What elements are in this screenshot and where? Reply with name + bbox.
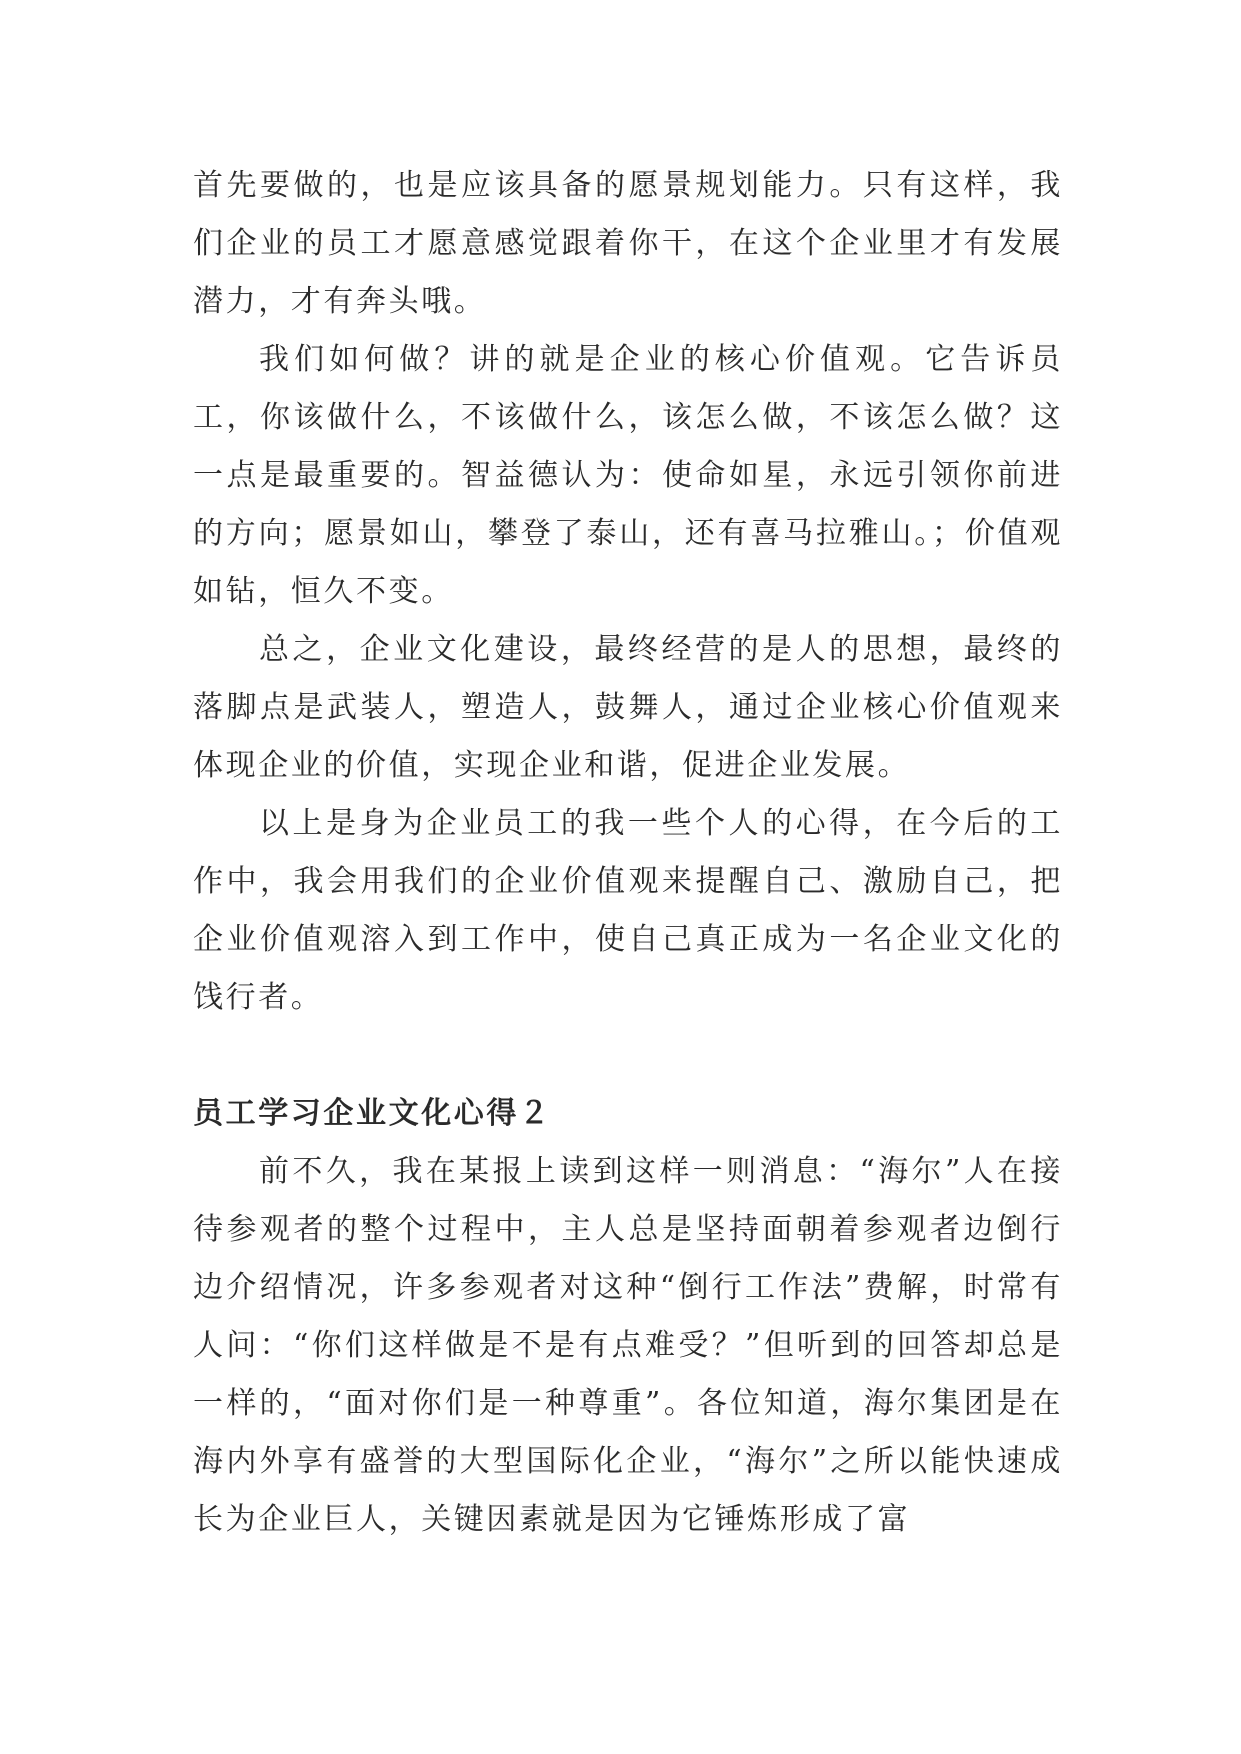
section-gap	[193, 1027, 1063, 1085]
paragraph-4: 以上是身为企业员工的我一些个人的心得，在今后的工作中，我会用我们的企业价值观来提醒自己、激励自己，把企业价值观溶入到工作中，使自己真正成为一名企业文化的饯行者。	[193, 806, 1063, 1015]
paragraph-5: 前不久，我在某报上读到这样一则消息：“海尔”人在接待参观者的整个过程中，主人总是坚持面朝着参观者边倒行边介绍情况，许多参观者对这种“倒行工作法”费解，时常有人问：“你们这样做是不是有点难受？”但听到的回答却总是一样的，“面对你们是一种尊重”。各位知道，海尔集团是在海内外享有盛誉的大型国际化企业，“海尔”之所以能快速成长为企业巨人，关键因素就是因为它锤炼形成了富	[193, 1154, 1063, 1537]
paragraph-2: 我们如何做？讲的就是企业的核心价值观。它告诉员工，你该做什么，不该做什么，该怎么做，不该怎么做？这一点是最重要的。智益德认为：使命如星，永远引领你前进的方向；愿景如山，攀登了泰山，还有喜马拉雅山。；价值观如钻，恒久不变。	[193, 342, 1063, 609]
paragraph-3: 总之，企业文化建设，最终经营的是人的思想，最终的落脚点是武装人，塑造人，鼓舞人，通过企业核心价值观来体现企业的价值，实现企业和谐，促进企业发展。	[193, 632, 1063, 783]
paragraph-1: 首先要做的，也是应该具备的愿景规划能力。只有这样，我们企业的员工才愿意感觉跟着你干，在这个企业里才有发展潜力，才有奔头哦。	[193, 168, 1063, 319]
document-body	[193, 157, 1063, 1549]
section-title: 员工学习企业文化心得２	[193, 1096, 552, 1131]
